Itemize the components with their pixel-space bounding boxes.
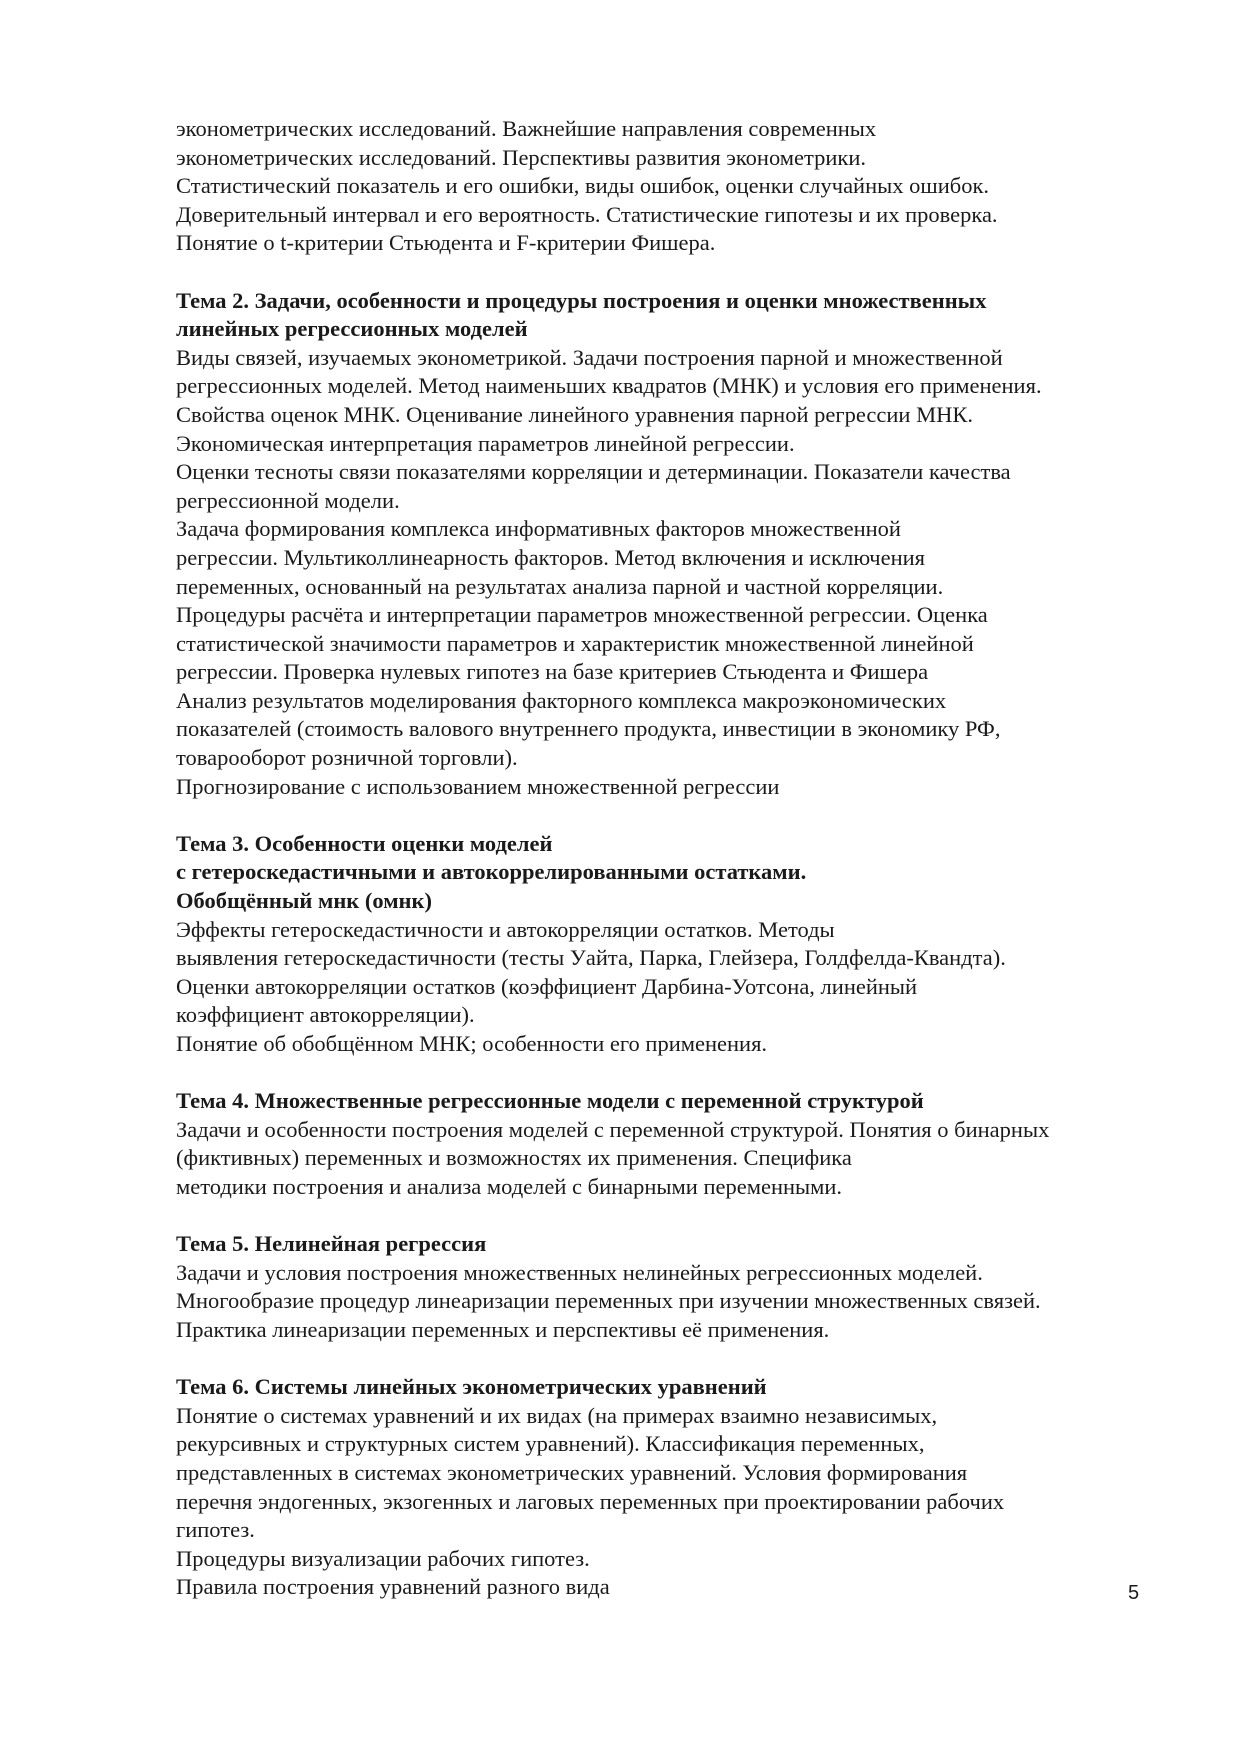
body-line: переменных, основанный на результатах анализа парной и частной корреляции. bbox=[176, 573, 944, 599]
body-line: Оценки автокорреляции остатков (коэффициент Дарбина-Уотсона, линейный bbox=[176, 973, 918, 999]
body-line: Правила построения уравнений разного вида bbox=[176, 1574, 610, 1600]
body-line: показателей (стоимость валового внутреннего продукта, инвестиции в экономику РФ, bbox=[176, 716, 1001, 742]
body-line: Оценки тесноты связи показателями корреляции и детерминации. Показатели качества bbox=[176, 459, 1011, 485]
body-line: методики построения и анализа моделей с бинарными переменными. bbox=[176, 1173, 843, 1199]
topic-2-heading: линейных регрессионных моделей bbox=[176, 316, 528, 342]
body-line: Процедуры визуализации рабочих гипотез. bbox=[176, 1545, 590, 1571]
body-line: Анализ результатов моделирования факторного комплекса макроэкономических bbox=[176, 687, 947, 713]
body-line: Прогнозирование с использованием множественной регрессии bbox=[176, 773, 780, 799]
body-line: Задачи и условия построения множественных нелинейных регрессионных моделей. bbox=[176, 1259, 983, 1285]
body-line: регрессионных моделей. Метод наименьших квадратов (МНК) и условия его применения. bbox=[176, 373, 1042, 399]
body-line: Статистический показатель и его ошибки, виды ошибок, оценки случайных ошибок. bbox=[176, 173, 989, 199]
body-line: Виды связей, изучаемых эконометрикой. Задачи построения парной и множественной bbox=[176, 344, 1003, 370]
topic-4-heading: Тема 4. Множественные регрессионные модели с переменной структурой bbox=[176, 1088, 924, 1114]
body-line: Эффекты гетероскедастичности и автокорреляции остатков. Методы bbox=[176, 916, 835, 942]
body-line: рекурсивных и структурных систем уравнений). Классификация переменных, bbox=[176, 1431, 925, 1457]
topic-5-section bbox=[176, 1230, 1166, 1344]
body-line: гипотез. bbox=[176, 1517, 255, 1543]
body-line: коэффициент автокорреляции). bbox=[176, 1002, 475, 1028]
body-line: эконометрических исследований. Перспективы развития эконометрики. bbox=[176, 144, 866, 170]
topic-2-section bbox=[176, 287, 1166, 802]
body-line: Понятие об обобщённом МНК; особенности его применения. bbox=[176, 1031, 768, 1056]
topic-6-heading: Тема 6. Системы линейных эконометрических уравнений bbox=[176, 1374, 767, 1400]
topic-3-heading: Обобщённый мнк (омнк) bbox=[176, 888, 432, 914]
body-line: регрессии. Мультиколлинеарность факторов. Метод включения и исключения bbox=[176, 544, 926, 570]
body-line: регрессионной модели. bbox=[176, 487, 400, 513]
topic-6-section bbox=[176, 1373, 1166, 1602]
body-line: Понятие о t-критерии Стьюдента и F-критерии Фишера. bbox=[176, 230, 716, 256]
topic-3-heading: Тема 3. Особенности оценки моделей bbox=[176, 830, 553, 856]
body-line: Многообразие процедур линеаризации переменных при изучении множественных связей. bbox=[176, 1288, 1041, 1314]
body-line: Экономическая интерпретация параметров линейной регрессии. bbox=[176, 430, 795, 456]
body-line: выявления гетероскедастичности (тесты Уайта, Парка, Глейзера, Голдфелда-Квандта). bbox=[176, 945, 1006, 971]
body-line: статистической значимости параметров и характеристик множественной линейной bbox=[176, 630, 974, 656]
body-line: Процедуры расчёта и интерпретации параметров множественной регрессии. Оценка bbox=[176, 602, 988, 628]
page-number: 5 bbox=[1128, 1582, 1140, 1604]
topic-5-heading: Тема 5. Нелинейная регрессия bbox=[176, 1231, 487, 1257]
page-content bbox=[176, 115, 1166, 1602]
body-line: Свойства оценок МНК. Оценивание линейного уравнения парной регрессии МНК. bbox=[176, 401, 973, 427]
body-line: (фиктивных) переменных и возможностях их применения. Специфика bbox=[176, 1145, 852, 1171]
body-line: эконометрических исследований. Важнейшие направления современных bbox=[176, 116, 877, 141]
intro-section bbox=[176, 115, 1166, 258]
body-line: Понятие о системах уравнений и их видах (на примерах взаимно независимых, bbox=[176, 1402, 938, 1428]
body-line: Задачи и особенности построения моделей с переменной структурой. Понятия о бинарных bbox=[176, 1116, 1050, 1142]
body-line: товарооборот розничной торговли). bbox=[176, 745, 518, 771]
body-line: Доверительный интервал и его вероятность. Статистические гипотезы и их проверка. bbox=[176, 201, 998, 227]
body-line: регрессии. Проверка нулевых гипотез на базе критериев Стьюдента и Фишера bbox=[176, 659, 929, 685]
topic-4-section bbox=[176, 1087, 1166, 1201]
body-line: представленных в системах эконометрических уравнений. Условия формирования bbox=[176, 1459, 968, 1485]
body-line: перечня эндогенных, экзогенных и лаговых переменных при проектировании рабочих bbox=[176, 1488, 1005, 1514]
body-line: Практика линеаризации переменных и перспективы её применения. bbox=[176, 1316, 830, 1342]
body-line: Задача формирования комплекса информативных факторов множественной bbox=[176, 516, 901, 542]
topic-3-section bbox=[176, 830, 1166, 1059]
topic-2-heading: Тема 2. Задачи, особенности и процедуры построения и оценки множественных bbox=[176, 287, 987, 313]
topic-3-heading: с гетероскедастичными и автокоррелированными остатками. bbox=[176, 859, 807, 885]
